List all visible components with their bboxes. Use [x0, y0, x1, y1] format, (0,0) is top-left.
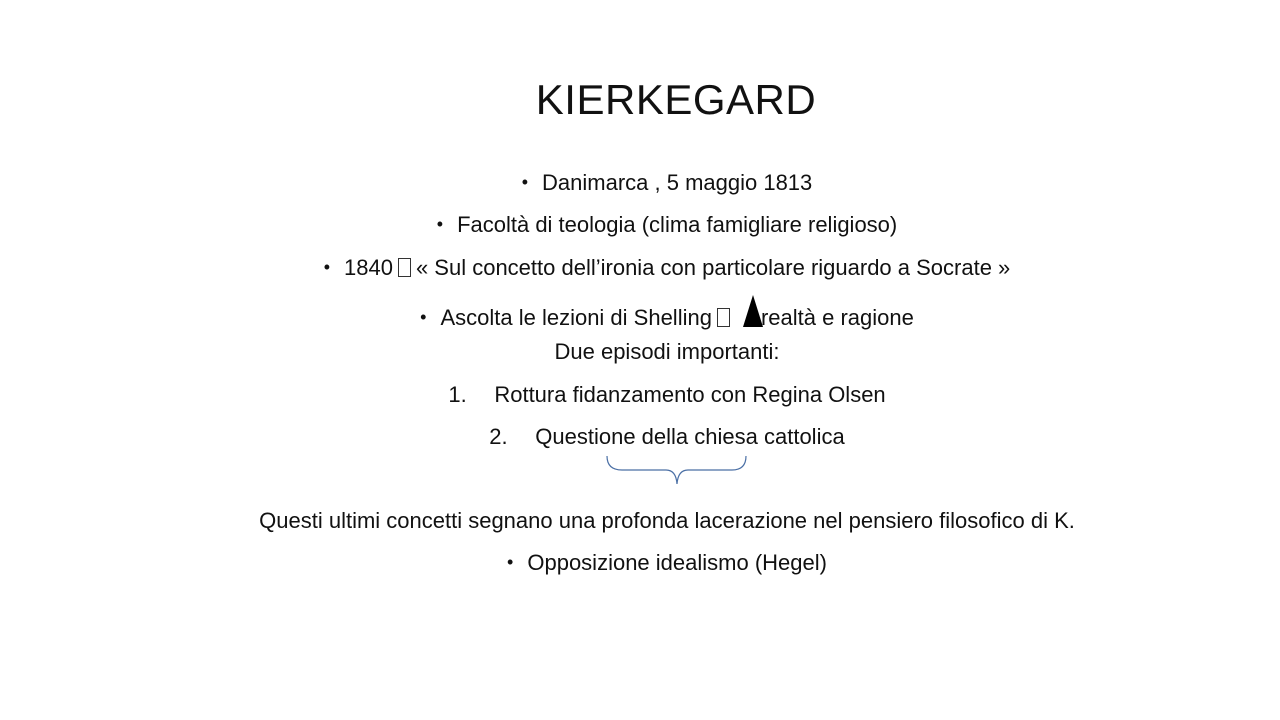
bullet-dot: •	[507, 552, 514, 572]
bullet-text: Facoltà di teologia (clima famigliare religioso)	[457, 212, 898, 237]
slide-title: KIERKEGARD	[535, 76, 817, 123]
bullet-text-after: « Sul concetto dell’ironia con particolare riguardo a Socrate »	[415, 255, 1011, 280]
episode-item-1	[0, 380, 1280, 410]
episode-item-2	[0, 422, 1280, 452]
episode-text: Rottura fidanzamento con Regina Olsen	[494, 382, 886, 407]
missing-glyph-icon	[717, 308, 730, 327]
triangle-icon	[743, 295, 763, 327]
bullet-text-before: 1840	[344, 255, 393, 280]
bullet-dot: •	[521, 172, 529, 192]
episode-number: 2.	[489, 424, 508, 449]
conclusion-text: Questi ultimi concetti segnano una profonda lacerazione nel pensiero filosofico di K.	[259, 508, 1075, 533]
bullet-item-2	[0, 210, 1280, 241]
bullet-dot: •	[436, 214, 444, 234]
episode-text: Questione della chiesa cattolica	[535, 424, 845, 449]
bullet-text: Opposizione idealismo (Hegel)	[527, 550, 827, 575]
bullet-item-4	[0, 295, 1280, 334]
episodes-heading: Due episodi importanti:	[554, 339, 780, 364]
bullet-text: Danimarca , 5 maggio 1813	[542, 170, 813, 195]
bullet-text-after: realtà e ragione	[760, 305, 914, 330]
final-bullet	[0, 548, 1280, 579]
bullet-dot: •	[323, 257, 330, 277]
missing-glyph-icon	[398, 258, 411, 277]
brace-icon	[600, 452, 754, 488]
bullet-item-1	[0, 168, 1280, 199]
bullet-dot: •	[420, 307, 427, 327]
episode-number: 1.	[448, 382, 467, 407]
bullet-text-before: Ascolta le lezioni di Shelling	[440, 305, 712, 330]
bullet-item-3	[0, 253, 1280, 284]
